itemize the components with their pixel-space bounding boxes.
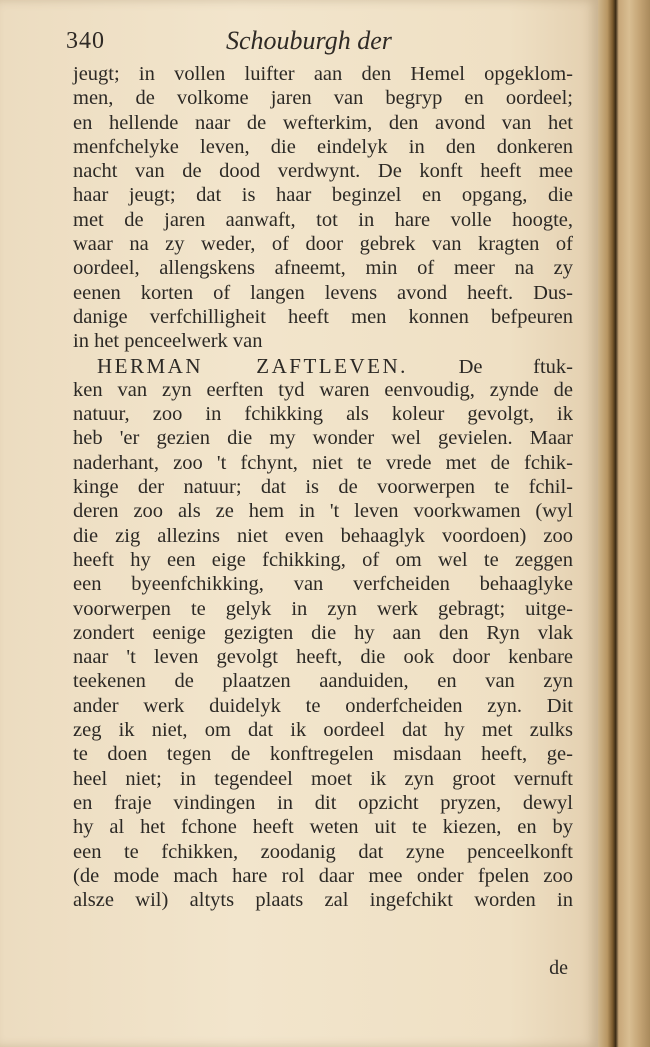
artist-name: HERMAN ZAFTLEVEN. (97, 353, 408, 378)
text-line: een te fchikken, zoodanig dat zyne penceelkonft (73, 840, 573, 863)
text-line: eenen korten of langen levens avond heeft. Dus- (73, 281, 573, 304)
text-line: men, de volkome jaren van begryp en oordeel; (73, 87, 573, 110)
name-line (73, 354, 573, 378)
text-line: in het penceelwerk van (73, 330, 263, 353)
name-line-rest: De ftuk- (458, 355, 573, 378)
page-number: 340 (66, 28, 105, 54)
text-line: (de mode mach hare rol daar mee onder fpelen zoo (73, 864, 573, 887)
text-line: een byeenfchikking, van verfcheiden behaaglyke (73, 573, 573, 596)
text-line: oordeel, allengskens afneemt, min of meer na zy (73, 257, 573, 280)
body-text (73, 62, 573, 912)
running-head: Schouburgh der (226, 26, 392, 55)
text-line: en fraje vindingen in dit opzicht pryzen, dewyl (73, 791, 573, 814)
text-line: hy al het fchone heeft weten uit te kiezen, en by (73, 816, 573, 839)
text-line: naar 't leven gevolgt heeft, die ook door kenbare (73, 646, 573, 669)
text-line: voorwerpen te gelyk in zyn werk gebragt; uitge- (73, 597, 573, 620)
text-line: ander werk duidelyk te onderfcheiden zyn. Dit (73, 694, 573, 717)
text-line: heel niet; in tegendeel moet ik zyn groot vernuft (73, 767, 573, 790)
page-header (66, 26, 536, 60)
text-line: teekenen de plaatzen aanduiden, en van zyn (73, 670, 573, 693)
text-line: haar jeugt; dat is haar beginzel en opgang, die (73, 184, 573, 207)
text-line: heeft hy een eige fchikking, of om wel te zeggen (73, 548, 573, 571)
text-line: te doen tegen de konftregelen misdaan heeft, ge- (73, 743, 573, 766)
book-gutter (598, 0, 650, 1047)
text-line: die zig allezins niet even behaaglyk voordoen) zoo (73, 524, 573, 547)
text-line: danige verfchilligheit heeft men konnen befpeuren (73, 305, 573, 328)
text-line: alsze wil) altyts plaats zal ingefchikt worden in (73, 889, 573, 912)
text-line: ken van zyn eerften tyd waren eenvoudig, zynde de (73, 378, 573, 401)
text-line: menfchelyke leven, die eindelyk in den donkeren (73, 135, 573, 158)
text-line: kinge der natuur; dat is de voorwerpen te fchil- (73, 476, 573, 499)
catchword: de (549, 957, 568, 979)
paragraph-part-1 (73, 62, 573, 354)
text-line: natuur, zoo in fchikking als koleur gevolgt, ik (73, 403, 573, 426)
text-line: deren zoo als ze hem in 't leven voorkwamen (wyl (73, 500, 573, 523)
text-line: zondert eenige gezigten die hy aan den Ryn vlak (73, 621, 573, 644)
text-line: zeg ik niet, om dat ik oordeel dat hy met zulks (73, 719, 573, 742)
text-line: jeugt; in vollen luifter aan den Hemel opgeklom- (73, 63, 573, 85)
text-line: waar na zy weder, of door gebrek van kragten of (73, 233, 573, 256)
text-line: naderhant, zoo 't fchynt, niet te vrede met de fchik- (73, 451, 573, 474)
paragraph-part-2 (73, 378, 573, 913)
text-line: met de jaren aanwaft, tot in hare volle hoogte, (73, 208, 573, 231)
text-line: en hellende naar de wefterkim, den avond van het (73, 111, 573, 134)
text-line: heb 'er gezien die my wonder wel gevielen. Maar (73, 427, 573, 450)
text-line: nacht van de dood verdwynt. De konft heeft mee (73, 160, 573, 183)
